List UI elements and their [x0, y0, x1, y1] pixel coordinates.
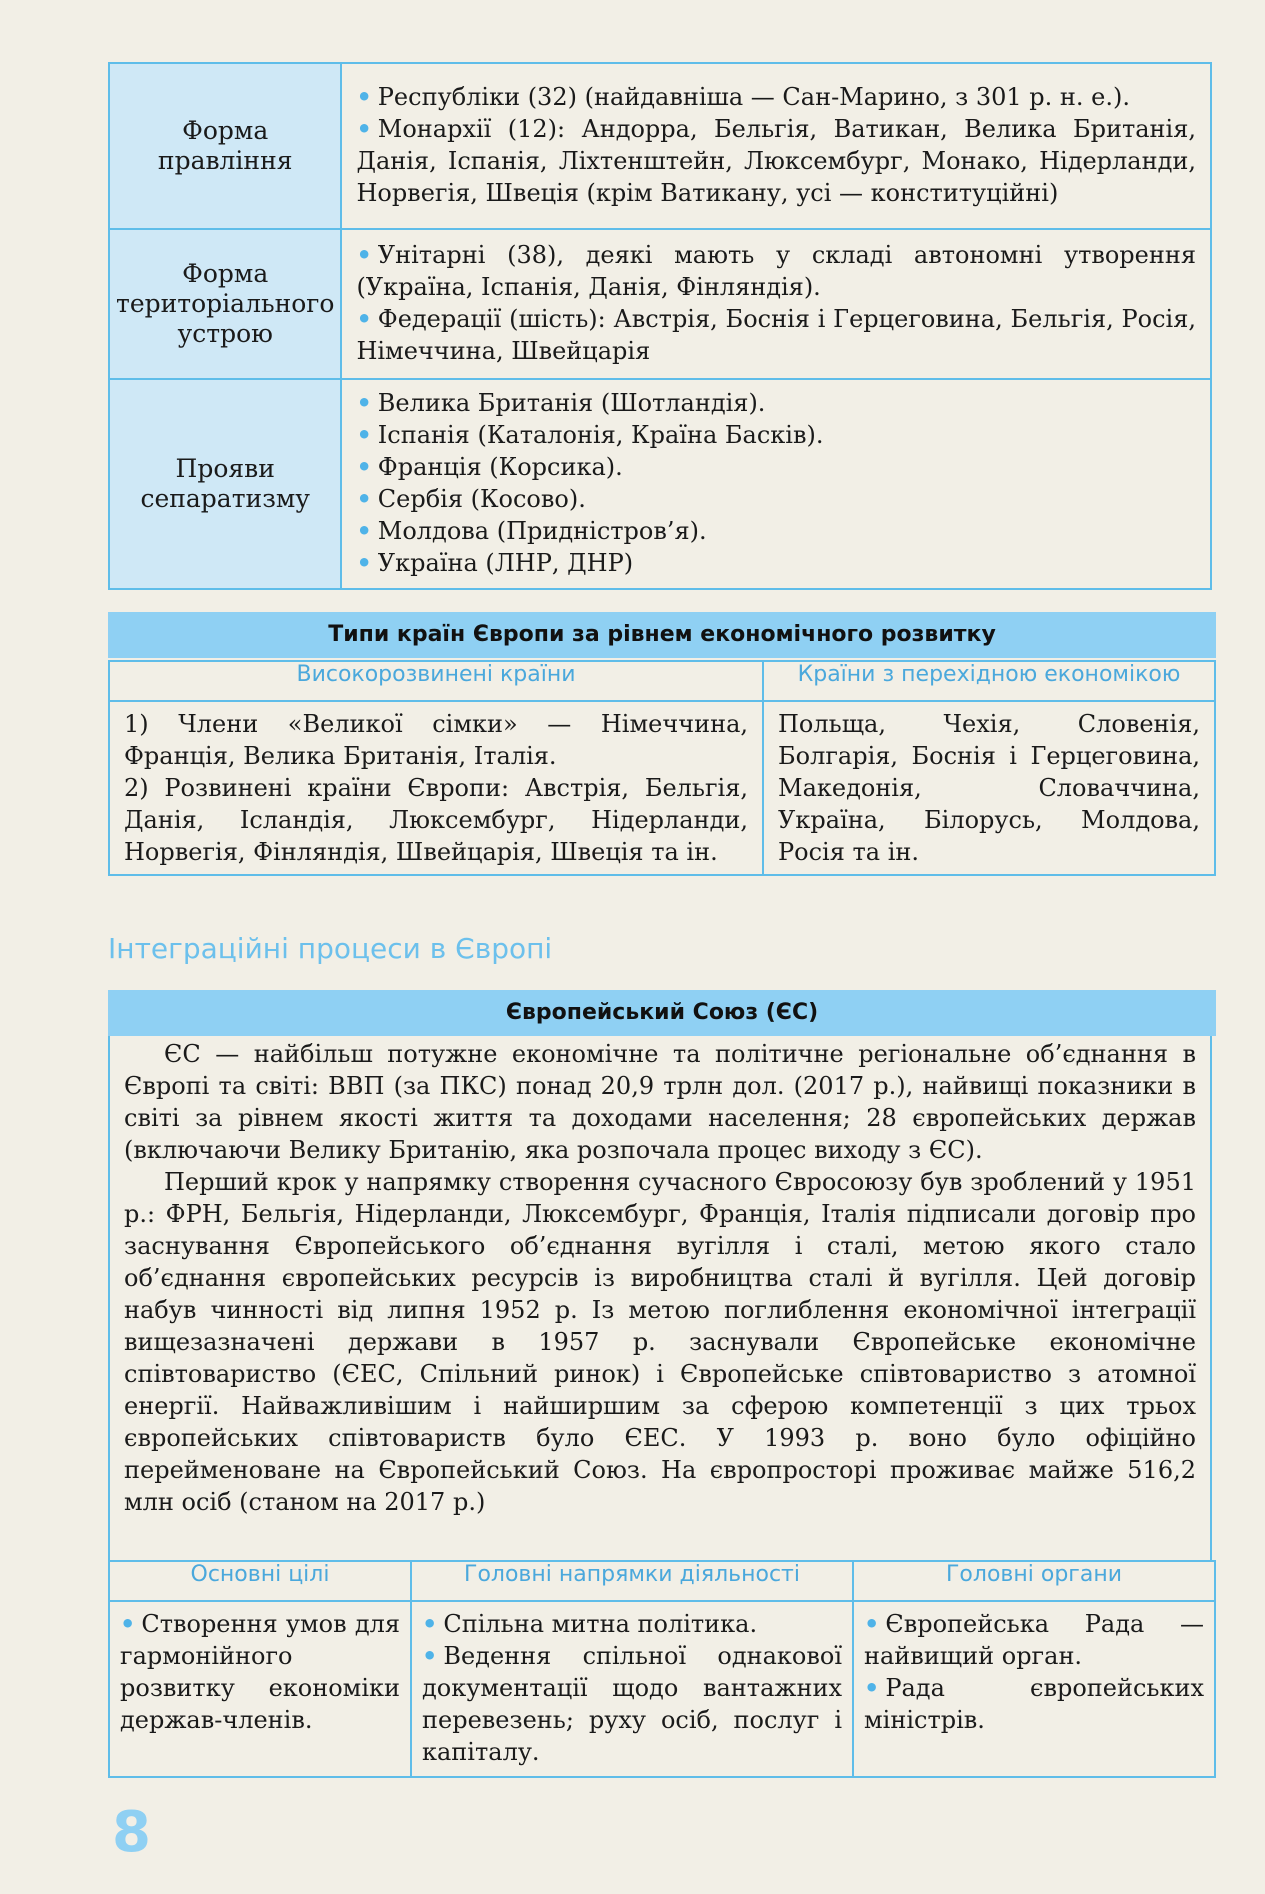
government-forms-table [108, 62, 1212, 590]
bullet-icon: • [864, 1674, 880, 1702]
bullet-icon: • [422, 1610, 438, 1638]
list-item: • Республіки (32) (найдавніша — Сан-Марино, з 301 р. н. е.). [356, 83, 1130, 111]
list-item: • Спільна митна політика. [422, 1610, 758, 1638]
bullet-icon: • [422, 1642, 438, 1670]
column-header: Головні органи [853, 1561, 1215, 1601]
bullet-icon: • [356, 453, 372, 481]
table-cell [109, 701, 763, 875]
column-header: Високорозвинені країни [109, 661, 763, 701]
bullet-icon: • [356, 83, 372, 111]
column-header: Країни з перехідною економікою [763, 661, 1215, 701]
bullet-icon: • [356, 421, 372, 449]
bullet-icon: • [356, 241, 372, 269]
list-item: • Унітарні (38), деякі мають у складі автономні утворення (Україна, Іспанія, Данія, Фінляндія). [356, 241, 1196, 301]
table-row [109, 701, 1215, 875]
row-label: Форма територіального устрою [109, 229, 341, 379]
bullet-icon: • [356, 549, 372, 577]
list-item: • Франція (Корсика). [356, 453, 623, 481]
table-cell [109, 1601, 411, 1777]
table-row [109, 63, 1211, 229]
table-row [109, 1601, 1215, 1777]
paragraph: Польща, Чехія, Словенія, Болгарія, Боснія і Герцеговина, Македонія, Словаччина, Україна, Білорусь, Молдова, Росія та ін. [778, 710, 1200, 866]
row-label: Прояви сепаратизму [109, 379, 341, 589]
paragraph: ЄС — найбільш потужне економічне та політичне регіональне об’єднання в Європі та світі: ВВП (за ПКС) понад 20,9 трлн дол. (2017 р.), найвищі показники в світі за рівнем якості життя та доходами населення; 28 європейських держав (включаючи Велику Британію, яка розпочала процес виходу з ЄС). [124, 1040, 1196, 1164]
table-row [109, 1561, 1215, 1601]
table-cell [853, 1601, 1215, 1777]
bullet-icon: • [864, 1610, 880, 1638]
row-label: Форма правління [109, 63, 341, 229]
list-item: • Велика Британія (Шотландія). [356, 389, 766, 417]
section-heading: Інтеграційні процеси в Європі [108, 932, 553, 965]
bullet-icon: • [356, 389, 372, 417]
paragraph: Перший крок у напрямку створення сучасного Євросоюзу був зроблений у 1951 р.: ФРН, Бельгія, Нідерланди, Люксембург, Франція, Італія підписали договір про заснування Європейського об’єднання вугілля і сталі, метою якого стало об’єднання європейських ресурсів із виробництва сталі й вугілля. Цей договір набув чинності від липня 1952 р. Із метою поглиблення економічної інтеграції вищезазначені держави в 1957 р. заснували Європейське економічне співтовариство (ЄЕС, Спільний ринок) і Європейське співтовариство з атомної енергії. Найважливішим і найширшим за сферою компетенції з цих трьох європейських співтовариств було ЄЕС. У 1993 р. воно було офіційно перейменоване на Європейський Союз. На європросторі проживає майже 516,2 млн осіб (станом на 2017 р.) [124, 1168, 1196, 1516]
list-item: • Європейська Рада — найвищий орган. [864, 1610, 1204, 1670]
table-row [109, 661, 1215, 701]
list-item: • Федерації (шість): Австрія, Боснія і Герцеговина, Бельгія, Росія, Німеччина, Швейцарія [356, 305, 1196, 365]
eu-description [108, 1036, 1212, 1560]
bullet-icon: • [120, 1610, 136, 1638]
bullet-icon: • [356, 115, 372, 143]
bullet-icon: • [356, 485, 372, 513]
econ-section-title: Типи країн Європи за рівнем економічного розвитку [108, 612, 1216, 658]
column-header: Головні напрямки діяльності [411, 1561, 853, 1601]
bullet-icon: • [356, 305, 372, 333]
bullet-icon: • [356, 517, 372, 545]
row-content [341, 63, 1211, 229]
list-item: • Молдова (Придністров’я). [356, 517, 707, 545]
table-row [109, 229, 1211, 379]
economic-types-table [108, 660, 1216, 876]
table-cell [763, 701, 1215, 875]
list-item: • Ведення спільної однакової документації щодо вантажних перевезень; руху осіб, послуг і капіталу. [422, 1642, 842, 1766]
row-content [341, 379, 1211, 589]
list-item: • Монархії (12): Андорра, Бельгія, Ватикан, Велика Британія, Данія, Іспанія, Ліхтенштейн, Люксембург, Монако, Нідерланди, Норвегія, Швеція (крім Ватикану, усі — конституційні) [356, 115, 1196, 207]
page-number: 8 [112, 1800, 151, 1865]
row-content [341, 229, 1211, 379]
column-header: Основні цілі [109, 1561, 411, 1601]
list-item: • Рада європейських міністрів. [864, 1674, 1204, 1734]
list-item: • Створення умов для гармонійного розвитку економіки держав-членів. [120, 1610, 400, 1734]
table-cell [411, 1601, 853, 1777]
eu-section-title: Європейський Союз (ЄС) [108, 990, 1216, 1036]
eu-summary-table [108, 1560, 1216, 1778]
list-item: • Сербія (Косово). [356, 485, 586, 513]
list-item: • Україна (ЛНР, ДНР) [356, 549, 634, 577]
list-item: • Іспанія (Каталонія, Країна Басків). [356, 421, 824, 449]
paragraph: 1) Члени «Великої сімки» — Німеччина, Франція, Велика Британія, Італія. [124, 710, 748, 770]
paragraph: 2) Розвинені країни Європи: Австрія, Бельгія, Данія, Ісландія, Люксембург, Нідерланди, Норвегія, Фінляндія, Швейцарія, Швеція та ін. [124, 774, 748, 866]
table-row [109, 379, 1211, 589]
